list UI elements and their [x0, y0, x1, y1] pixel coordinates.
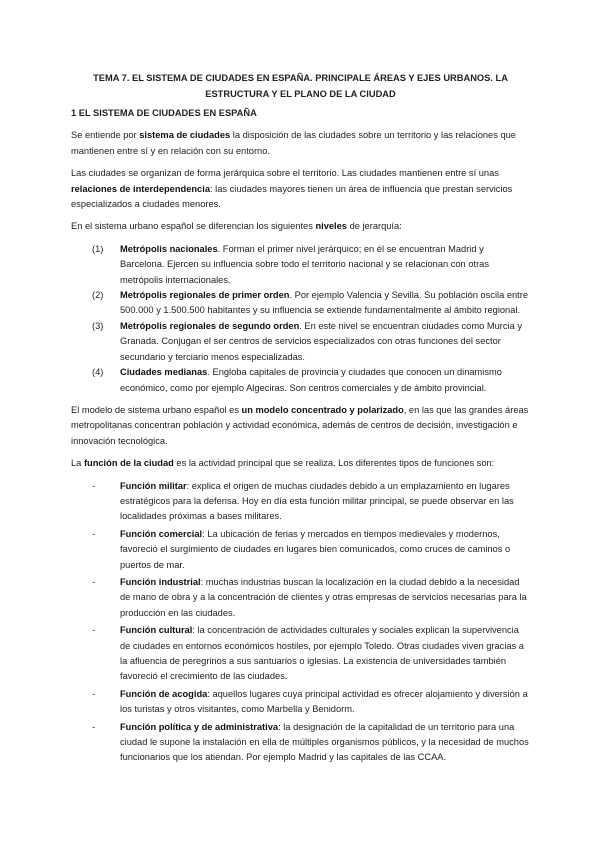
level-item: (3) Metrópolis regionales de segundo orden. En este nivel se encuentran ciudades como Murcia y Granada. Conjugan el ser centros de servicios especializados con otras funciones del sector secundario y terciario menos especializadas.	[92, 320, 522, 362]
paragraph-definition: Se entiende por sistema de ciudades la disposición de las ciudades sobre un territorio y las relaciones que mantienen entre sí y en relación con su entorno.	[71, 130, 516, 156]
function-item: - Función industrial: muchas industrias buscan la localización en la ciudad debido a la necesidad de mano de obra y a la concentración de clientes y otras empresas de servicios necesarias para la producción en las ciudades.	[92, 576, 527, 618]
levels-list	[71, 242, 530, 396]
level-item: (2) Metrópolis regionales de primer orden. Por ejemplo Valencia y Sevilla. Su población oscila entre 500.000 y 1.500.500 habitantes y su influencia se extiende fundamentalmente al ámbito regional.	[92, 290, 529, 316]
level-item: (4) Ciudades medianas. Engloba capitales de provincia y ciudades que conocen un dinamismo económico, como por ejemplo Algeciras. Son centros comerciales y de ámbito provincial.	[92, 367, 502, 393]
paragraph-functions-intro: La función de la ciudad es la actividad principal que se realiza. Los diferentes tipos de funciones son:	[71, 458, 495, 469]
paragraph-model: El modelo de sistema urbano español es un modelo concentrado y polarizado, en las que las grandes áreas metropolitanas concentran población y actividad económica, además de centros de decisión, investigación e innovación tecnológica.	[71, 404, 529, 446]
function-item: - Función política y de administrativa: la designación de la capitalidad de un territorio para una ciudad le supone la instalación en ella de múltiples organismos públicos, y la necesidad de muchos funcionarios que los atiendan. Por ejemplo Madrid y las capitales de las CCAA.	[92, 721, 529, 763]
functions-list	[71, 479, 530, 766]
paragraph-levels-intro: En el sistema urbano español se diferencian los siguientes niveles de jerarquía:	[71, 221, 402, 232]
section-heading: 1 EL SISTEMA DE CIUDADES EN ESPAÑA	[71, 108, 257, 118]
function-item: - Función de acogida: aquellos lugares cuya principal actividad es ofrecer alojamiento y diversión a los turistas y otros visitantes, como Marbella y Benidorm.	[92, 688, 528, 715]
document-title: TEMA 7. EL SISTEMA DE CIUDADES EN ESPAÑA. PRINCIPALE ÁREAS Y EJES URBANOS. LA ESTRUCTURA Y EL PLANO DE LA CIUDAD	[93, 73, 508, 99]
function-item: - Función militar: explica el origen de muchas ciudades debido a un emplazamiento en lugares estratégicos para la defensa. Hoy en día esta función militar principal, se puede observar en las localidades próximas a bases militares.	[92, 480, 514, 522]
function-item: - Función cultural: la concentración de actividades culturales y sociales explican la supervivencia de ciudades en entornos económicos hostiles, por ejemplo Toledo. Otras ciudades viven gracias a la afluencia de peregrinos a sus santuarios o iglesias. La existencia de universidades también favoreció el crecimiento de las ciudades.	[92, 625, 524, 682]
function-item: - Función comercial: La ubicación de ferias y mercados en tiempos medievales y modernos, favoreció el surgimiento de ciudades en lugares bien comunicados, como cruces de caminos o puertos de mar.	[92, 528, 511, 570]
level-item: (1) Metrópolis nacionales. Forman el primer nivel jerárquico; en él se encuentran Madrid y Barcelona. Ejercen su influencia sobre todo el territorio nacional y se relacionan con otras metrópolis internacionales.	[92, 243, 489, 285]
paragraph-hierarchy: Las ciudades se organizan de forma jerárquica sobre el territorio. Las ciudades mantienen entre sí unas relaciones de interdependencia: las ciudades mayores tienen un área de influencia que prestan servicios especializados a ciudades menores.	[71, 168, 513, 210]
